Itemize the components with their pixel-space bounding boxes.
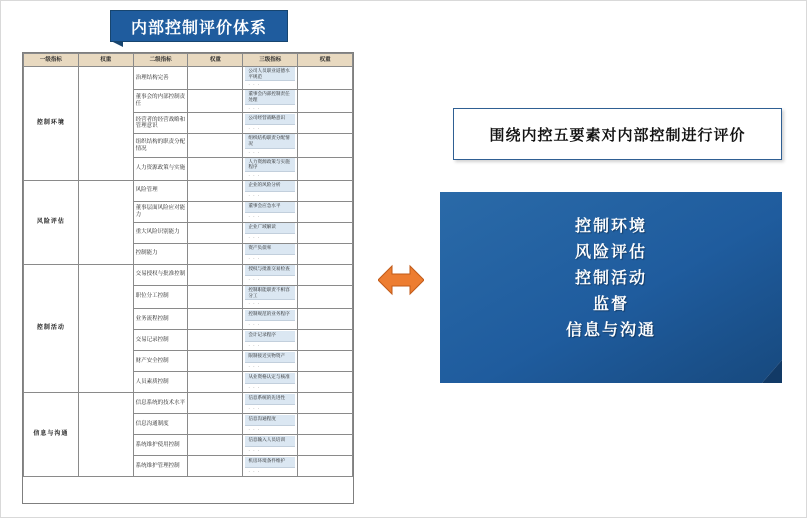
level2-weight-cell (188, 157, 243, 180)
column-header-level3: 三级指标 (243, 54, 298, 67)
level3-more: · · · (248, 321, 261, 327)
level2-weight-cell (188, 285, 243, 308)
table-row (24, 264, 353, 285)
level3-cell (243, 264, 298, 285)
level2-weight-cell (188, 435, 243, 456)
level3-cell (243, 90, 298, 113)
column-header-level1: 一级指标 (24, 54, 79, 67)
element-item-3: 控制活动 (574, 270, 647, 287)
level3-text: 企业广域解读 (245, 223, 295, 234)
level3-weight-cell (298, 435, 353, 456)
level2-weight-cell (188, 90, 243, 113)
level3-text: 董事会应急水平 (245, 202, 295, 213)
level3-more: · · · (248, 277, 261, 283)
level2-weight-cell (188, 264, 243, 285)
level3-text: 信息输入人员培训 (245, 436, 295, 447)
level3-cell (243, 67, 298, 90)
element-item-1: 控制环境 (574, 218, 647, 235)
level3-cell (243, 113, 298, 134)
column-header-weight3: 权重 (298, 54, 353, 67)
level3-more: · · · (248, 105, 261, 111)
level3-text: 授权与批准交易检查 (245, 265, 295, 276)
level3-more: · · · (248, 342, 261, 348)
level1-weight-cell (78, 67, 133, 181)
level2-weight-cell (188, 180, 243, 201)
level3-more: · · · (248, 405, 261, 411)
level2-weight-cell (188, 243, 243, 264)
element-item-2: 风险评估 (574, 244, 647, 261)
table-row (24, 67, 353, 90)
double-arrow-icon (378, 262, 424, 298)
level3-text: 机房环境条件维护 (245, 457, 295, 468)
level2-weight-cell (188, 456, 243, 477)
level3-weight-cell (298, 67, 353, 90)
level3-text: 董事会内部控制责任处理 (245, 90, 295, 104)
level3-cell (243, 456, 298, 477)
level2-cell: 系统维护使用控制 (133, 435, 188, 456)
level2-weight-cell (188, 67, 243, 90)
level2-weight-cell (188, 309, 243, 330)
level3-more: · · · (248, 363, 261, 369)
page-title: 内部控制评价体系 (130, 19, 267, 37)
level3-weight-cell (298, 243, 353, 264)
level2-cell: 人员素质控制 (133, 372, 188, 393)
level3-weight-cell (298, 113, 353, 134)
level3-more: · · · (248, 426, 261, 432)
table-row (24, 393, 353, 414)
level3-text: 公司经营战略意识 (245, 114, 295, 125)
five-elements-panel (440, 192, 782, 383)
level3-more: · · · (248, 193, 261, 199)
level3-cell (243, 372, 298, 393)
level2-weight-cell (188, 134, 243, 157)
level2-weight-cell (188, 222, 243, 243)
level1-weight-cell (78, 393, 133, 477)
level3-cell (243, 134, 298, 157)
level3-text: 控制职能职责不相容分工 (245, 286, 295, 300)
level2-cell: 经营者的经营战略和管理意识 (133, 113, 188, 134)
level3-cell (243, 309, 298, 330)
level3-text: 资产负债率 (245, 244, 295, 255)
level3-weight-cell (298, 351, 353, 372)
level3-text: 信息沟通程度 (245, 415, 295, 426)
level3-weight-cell (298, 264, 353, 285)
level3-more: · · · (248, 126, 261, 132)
level3-more: · · · (248, 235, 261, 241)
level3-weight-cell (298, 157, 353, 180)
level2-cell: 交易授权与批准控制 (133, 264, 188, 285)
level2-cell: 系统维护管理控制 (133, 456, 188, 477)
evaluation-heading-text: 围绕内控五要素对内部控制进行评价 (489, 126, 746, 144)
level2-cell: 信息沟通制度 (133, 414, 188, 435)
level2-weight-cell (188, 414, 243, 435)
level3-cell (243, 285, 298, 308)
level2-weight-cell (188, 113, 243, 134)
table-header-row (24, 54, 353, 67)
level2-weight-cell (188, 330, 243, 351)
level2-cell: 交易记录控制 (133, 330, 188, 351)
level3-cell (243, 243, 298, 264)
level3-text: 限制接近实物资产 (245, 352, 295, 363)
level3-text: 组织结构职责分配情况 (245, 134, 295, 148)
level3-weight-cell (298, 134, 353, 157)
level2-cell: 董事层面风险应对能力 (133, 201, 188, 222)
level2-cell: 风险管理 (133, 180, 188, 201)
element-item-4: 监督 (592, 296, 629, 313)
element-item-5: 信息与沟通 (565, 322, 656, 339)
level3-weight-cell (298, 90, 353, 113)
level3-text: 从业资格认定与核准 (245, 373, 295, 384)
level3-weight-cell (298, 456, 353, 477)
level1-cell: 风险评估 (24, 180, 79, 264)
level3-text: 会计记录程序 (245, 331, 295, 342)
level2-cell: 职位分工控制 (133, 285, 188, 308)
level1-cell: 控制环境 (24, 67, 79, 181)
level3-more: · · · (248, 149, 261, 155)
level2-weight-cell (188, 201, 243, 222)
level3-weight-cell (298, 201, 353, 222)
level2-cell: 业务流程控制 (133, 309, 188, 330)
level2-cell: 财产安全控制 (133, 351, 188, 372)
level3-text: 信息系统的先进性 (245, 394, 295, 405)
level2-weight-cell (188, 351, 243, 372)
level3-more: · · · (248, 82, 261, 88)
level3-cell (243, 414, 298, 435)
matrix-table (23, 53, 353, 477)
level3-weight-cell (298, 285, 353, 308)
table-row (24, 180, 353, 201)
level2-weight-cell (188, 372, 243, 393)
level3-weight-cell (298, 180, 353, 201)
level3-more: · · · (248, 173, 261, 179)
level3-more: · · · (248, 256, 261, 262)
level3-more: · · · (248, 301, 261, 307)
level3-weight-cell (298, 393, 353, 414)
level3-weight-cell (298, 372, 353, 393)
level2-cell: 组织结构的职责分配情况 (133, 134, 188, 157)
level2-weight-cell (188, 393, 243, 414)
level1-weight-cell (78, 264, 133, 392)
level3-more: · · · (248, 214, 261, 220)
evaluation-heading-box (453, 108, 782, 160)
matrix-table-body (24, 67, 353, 477)
level3-cell (243, 222, 298, 243)
column-header-weight2: 权重 (188, 54, 243, 67)
level1-cell: 信息与沟通 (24, 393, 79, 477)
level1-cell: 控制活动 (24, 264, 79, 392)
level3-cell (243, 393, 298, 414)
level3-text: 控制规范的业务程序 (245, 310, 295, 321)
level2-cell: 董事会的内部控制责任 (133, 90, 188, 113)
level3-more: · · · (248, 447, 261, 453)
level2-cell: 信息系统的技术水平 (133, 393, 188, 414)
level2-cell: 重大风险识别能力 (133, 222, 188, 243)
level3-cell (243, 180, 298, 201)
level3-weight-cell (298, 222, 353, 243)
level3-cell (243, 351, 298, 372)
level3-text: 公司人员职业道德水平规范 (245, 67, 295, 81)
five-elements-list (440, 214, 782, 344)
level2-cell: 治理结构完善 (133, 67, 188, 90)
level3-text: 企业的风险分析 (245, 181, 295, 192)
level3-cell (243, 157, 298, 180)
evaluation-index-table (22, 52, 354, 504)
level2-cell: 人力资源政策与实施 (133, 157, 188, 180)
level3-more: · · · (248, 384, 261, 390)
level3-cell (243, 435, 298, 456)
level2-cell: 控制能力 (133, 243, 188, 264)
level3-cell (243, 201, 298, 222)
level1-weight-cell (78, 180, 133, 264)
level3-cell (243, 330, 298, 351)
column-header-weight1: 权重 (78, 54, 133, 67)
level3-weight-cell (298, 414, 353, 435)
level3-weight-cell (298, 309, 353, 330)
level3-text: 人力资源政策与实施程序 (245, 158, 295, 172)
level3-more: · · · (248, 468, 261, 474)
column-header-level2: 二级指标 (133, 54, 188, 67)
title-banner (110, 10, 288, 42)
level3-weight-cell (298, 330, 353, 351)
